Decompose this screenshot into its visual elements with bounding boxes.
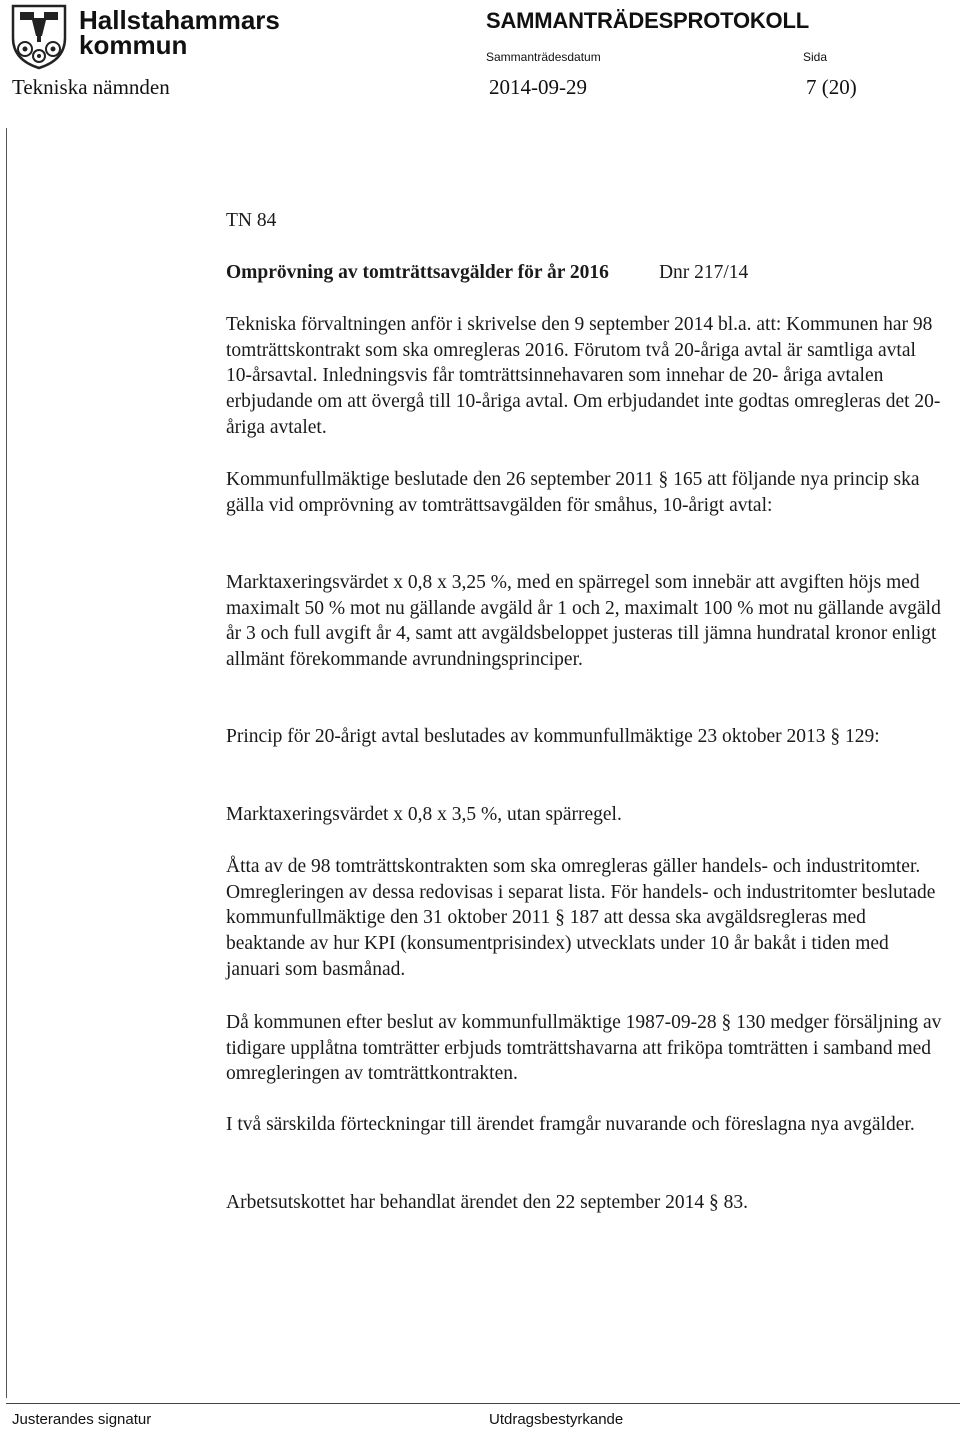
paragraph-5	[226, 802, 946, 828]
section-reference: § 129:	[830, 726, 880, 747]
paragraph-text: Åtta av de 98 tomträttskontrakten som ska omregleras gäller handels- och industritomter. Omregleringen av dessa redovisas i separat lista. För handels- och industritomter beslutade kommunfullmäktige den 31 oktober 2011	[226, 856, 936, 929]
section-reference: § 130	[721, 1012, 766, 1033]
diary-number: Dnr 217/14	[658, 262, 749, 283]
paragraph-8	[226, 1112, 946, 1138]
left-margin-rule	[6, 128, 7, 1398]
paragraph-text: Då kommunen efter beslut av kommunfullmäktige 1987-09-28	[226, 1012, 717, 1033]
section-reference: § 165	[658, 469, 703, 490]
document-type: SAMMANTRÄDESPROTOKOLL	[486, 8, 809, 33]
committee-name: Tekniska nämnden	[12, 75, 170, 99]
page-number: 7 (20)	[806, 75, 857, 99]
section-reference: § 187	[555, 907, 599, 929]
section-reference: § 83.	[709, 1192, 749, 1213]
paragraph-text: I två särskilda förteckningar till ärendet framgår nuvarande och föreslagna nya avgälder.	[226, 1114, 915, 1135]
paragraph-text: Arbetsutskottet har behandlat ärendet den 22 september 2014	[226, 1192, 705, 1213]
paragraph-2	[226, 467, 946, 518]
paragraph-3	[226, 570, 946, 673]
org-name-line1: Hallstahammars	[79, 5, 280, 35]
case-title-row	[226, 260, 946, 286]
date-label: Sammanträdesdatum	[486, 50, 601, 64]
paragraph-1	[226, 312, 946, 441]
paragraph-text: Marktaxeringsvärdet x 0,8 x 3,5 %, utan spärregel.	[226, 804, 622, 825]
meeting-date: 2014-09-29	[489, 75, 587, 99]
paragraph-7	[226, 1010, 946, 1087]
extract-certification-label: Utdragsbestyrkande	[489, 1411, 624, 1428]
page-label: Sida	[803, 50, 828, 64]
paragraph-text: Tekniska förvaltningen anför i skrivelse den 9 september 2014 bl.a. att: Kommunen har 98 tomträttskontrakt som ska omregleras 2016. Förutom två 20-åriga avtal är samtliga avtal 10-årsavtal. Inledningsvis får tomträttsinnehavaren som innehar de 20- åriga avtalen erbjudande om att övergå till 10-åriga avtal. Om erbjudandet inte godtas omregleras det 20- åriga avtalet.	[226, 314, 941, 438]
paragraph-4	[226, 724, 946, 750]
paragraph-6	[226, 854, 946, 983]
paragraph-text-continued: att följande nya princip ska gälla vid omprövning av tomträttsavgälden för småhus, 10-årigt avtal:	[226, 469, 920, 516]
paragraph-text: Kommunfullmäktige beslutade den 26 september 2011	[226, 469, 654, 490]
signature-label: Justerandes signatur	[12, 1411, 152, 1428]
paragraph-text: Princip för 20-årigt avtal beslutades av kommunfullmäktige 23 oktober 2013	[226, 726, 826, 747]
paragraph-text-continued: medger försäljning av tidigare upplåtna tomträtter erbjuds tomträttshavarna att friköpa tomträtten i samband med omregleringen av tomträttkontrakten.	[226, 1012, 942, 1085]
case-number-text: TN 84	[226, 210, 277, 231]
paragraph-9	[226, 1190, 946, 1216]
footer-rule	[6, 1403, 960, 1404]
case-number	[226, 208, 946, 234]
paragraph-text: Marktaxeringsvärdet x 0,8 x 3,25 %, med en spärregel som innebär att avgiften höjs med maximalt 50 % mot nu gällande avgäld år 1 och 2, maximalt 100 % mot nu gällande avgäld år 3 och full avgift år 4, samt att avgäldsbeloppet justeras till jämna hundratal kronor enligt allmänt förekommande avrundningsprinciper.	[226, 572, 941, 671]
municipality-coat-of-arms-logo	[10, 4, 68, 70]
paragraph-text-continued: att dessa ska avgäldsregleras med beaktande av hur KPI (konsumentprisindex) utvecklats under 10 år bakåt i tiden med januari som basmånad.	[226, 907, 889, 980]
org-name-line2: kommun	[79, 30, 188, 60]
case-title: Omprövning av tomträttsavgälder för år 2016	[226, 262, 609, 283]
